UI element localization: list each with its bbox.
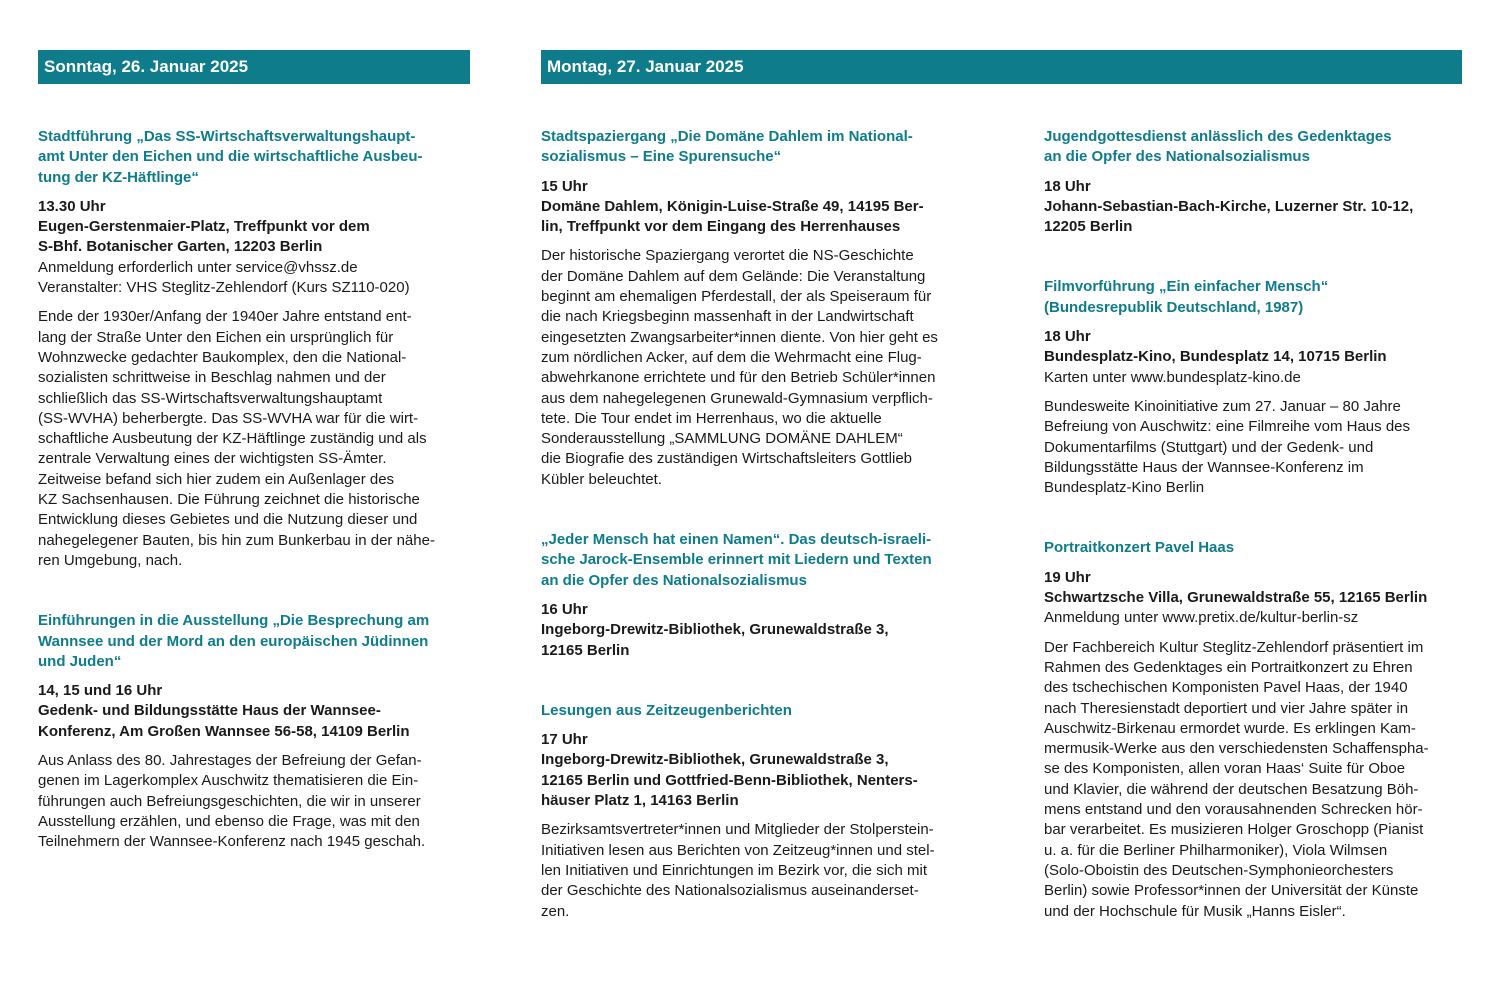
event-youth-service — [1044, 127, 1464, 237]
event-location: Johann-Sebastian-Bach-Kirche, Luzerner Str. 10-12, 12205 Berlin — [1044, 197, 1414, 236]
event-description: Der historische Spaziergang verortet die NS-Geschichte der Domäne Dahlem auf dem Gelände: Die Veranstaltung beginnt am ehemaligen Pferdestall, der als Speiseraum für die nach Kriegsbeginn massenhaft in der Landwirtschaft eingesetzten Zwangsarbeiter*innen diente. Von hier geht es zum nördlichen Acker, auf dem die Wehrmacht eine Flug- abwehrkanone errichtete und für den Betrieb Schüler*innen aus dem nahegelegenen Grunewald-Gymnasium verpflich- tete. Die Tour endet im Herrenhaus, wo die aktuelle Sonderausstellung „SAMMLUNG DOMÄNE DAHLEM“ die Biografie des zuständigen Wirtschaftsleiters Gottlieb Kübler beleuchtet. — [541, 247, 938, 488]
event-pavel-haas-concert — [1044, 538, 1464, 921]
event-title: Stadtführung „Das SS-Wirtschaftsverwaltungshaupt- amt Unter den Eichen und die wirtschaftliche Ausbeu- tung der KZ-Häftlinge“ — [38, 128, 423, 186]
event-location: Bundesplatz-Kino, Bundesplatz 14, 10715 Berlin — [1044, 348, 1387, 366]
event-witness-readings — [541, 701, 981, 922]
event-location: Eugen-Gerstenmaier-Platz, Treffpunkt vor dem S-Bhf. Botanischer Garten, 12203 Berlin — [38, 218, 370, 256]
event-time: 15 Uhr — [541, 177, 588, 195]
event-ss-wvha-tour — [38, 127, 474, 571]
event-description: Ende der 1930er/Anfang der 1940er Jahre entstand ent- lang der Straße Unter den Eichen ein ursprünglich für Wohnzwecke gedachter Baukomplex, den die National- sozialisten schrittweise in Beschlag nahmen und der schließlich das SS-Wirtschaftsverwaltungshauptamt (SS-WVHA) beherbergte. Das SS-WVHA war für die wirt- schaftliche Ausbeutung der KZ-Häftlinge zuständig und als zentrale Verwaltung eines der wichtigsten SS-Ämter. Zeitweise befand sich hier zudem ein Außenlager des KZ Sachsenhausen. Die Führung zeichnet die historische Entwicklung dieses Gebietes und die Nutzung dieser und nahegelegener Bauten, bis hin zum Bunkerbau in der nähe- ren Umgebung, nach. — [38, 308, 435, 569]
event-info: Karten unter www.bundesplatz-kino.de — [1044, 368, 1301, 386]
event-info: Anmeldung erforderlich unter service@vhssz.de Veranstalter: VHS Steglitz-Zehlendorf (Kurs SZ110-020) — [38, 258, 410, 297]
event-time: 18 Uhr — [1044, 177, 1091, 195]
event-location: Ingeborg-Drewitz-Bibliothek, Grunewaldstraße 3, 12165 Berlin und Gottfried-Benn-Bibliothek, Nenters- häuser Platz 1, 14163 Berlin — [541, 751, 918, 810]
event-location: Gedenk- und Bildungsstätte Haus der Wannsee- Konferenz, Am Großen Wannsee 56-58, 14109 Berlin — [38, 702, 410, 740]
event-jarock-ensemble — [541, 530, 981, 661]
event-time: 13.30 Uhr — [38, 197, 106, 215]
event-time: 18 Uhr — [1044, 328, 1091, 346]
event-time: 17 Uhr — [541, 731, 588, 749]
column-sunday — [38, 127, 474, 893]
event-location: Domäne Dahlem, Königin-Luise-Straße 49, 14195 Ber- lin, Treffpunkt vor dem Eingang des Herrenhauses — [541, 197, 924, 236]
event-title: Jugendgottesdienst anlässlich des Gedenktages an die Opfer des Nationalsozialismus — [1044, 128, 1392, 166]
event-title: Stadtspaziergang „Die Domäne Dahlem im National- sozialismus – Eine Spurensuche“ — [541, 128, 913, 166]
event-title: Filmvorführung „Ein einfacher Mensch“ (Bundesrepublik Deutschland, 1987) — [1044, 278, 1329, 316]
event-description: Bundesweite Kinoinitiative zum 27. Januar – 80 Jahre Befreiung von Auschwitz: eine Filmreihe vom Haus des Dokumentarfilms (Stuttgart) und der Gedenk- und Bildungsstätte Haus der Wannsee-Konferenz im Bundesplatz-Kino Berlin — [1044, 397, 1411, 497]
event-location: Schwartzsche Villa, Grunewaldstraße 55, 12165 Berlin — [1044, 589, 1428, 607]
event-time: 16 Uhr — [541, 600, 588, 618]
event-wannsee-exhibition — [38, 611, 474, 852]
event-film-screening — [1044, 277, 1464, 498]
event-time: 14, 15 und 16 Uhr — [38, 682, 163, 700]
event-description: Bezirksamtsvertreter*innen und Mitglieder der Stolperstein- Initiativen lesen aus Berichten von Zeitzeug*innen und stel- len Initiativen und Einrichtungen im Bezirk vor, die sich mit der Geschichte des Nationalsozialismus auseinanderset- zen. — [541, 821, 935, 920]
event-domaene-dahlem-walk — [541, 127, 981, 490]
event-title: Portraitkonzert Pavel Haas — [1044, 539, 1235, 557]
event-location: Ingeborg-Drewitz-Bibliothek, Grunewaldstraße 3, 12165 Berlin — [541, 621, 889, 659]
event-time: 19 Uhr — [1044, 568, 1091, 586]
event-title: „Jeder Mensch hat einen Namen“. Das deutsch-israeli- sche Jarock-Ensemble erinnert mit Liedern und Texten an die Opfer des Nationalsozialismus — [541, 531, 932, 589]
column-monday-right — [1044, 127, 1464, 962]
event-description: Der Fachbereich Kultur Steglitz-Zehlendorf präsentiert im Rahmen des Gedenktages ein Portraitkonzert zu Ehren des tschechischen Komponisten Pavel Haas, der 1940 nach Theresienstadt deportiert und vier Jahre später in Auschwitz-Birkenau ermordet wurde. Es erklingen Kam- mermusik-Werke aus den verschiedensten Schaffenspha- se des Komponisten, allen voran Haas‘ Suite für Oboe und Klavier, die während der deutschen Besatzung Böh- mens entstand und den vorausahnenden Schrecken hör- bar verarbeitet. Es musizieren Holger Groschopp (Pianist u. a. für die Berliner Philharmoniker), Viola Wilmsen (Solo-Oboistin des Deutschen-Symphonieorchesters Berlin) sowie Professor*innen der Universität der Künste und der Hochschule für Musik „Hanns Eisler“. — [1044, 638, 1429, 920]
day-header-sunday: Sonntag, 26. Januar 2025 — [38, 50, 470, 84]
event-description: Aus Anlass des 80. Jahrestages der Befreiung der Gefan- genen im Lagerkomplex Auschwitz thematisieren die Ein- führungen auch Befreiungsgeschichten, die wir in unserer Ausstellung erzählen, und ebenso die Frage, was mit den Teilnehmern der Wannsee-Konferenz nach 1945 geschah. — [38, 752, 426, 851]
column-monday-left — [541, 127, 981, 962]
event-title: Einführungen in die Ausstellung „Die Besprechung am Wannsee und der Mord an den europäischen Jüdinnen und Juden“ — [38, 612, 430, 670]
event-title: Lesungen aus Zeitzeugenberichten — [541, 701, 792, 719]
day-header-monday: Montag, 27. Januar 2025 — [541, 50, 1462, 84]
event-info: Anmeldung unter www.pretix.de/kultur-berlin-sz — [1044, 609, 1359, 627]
